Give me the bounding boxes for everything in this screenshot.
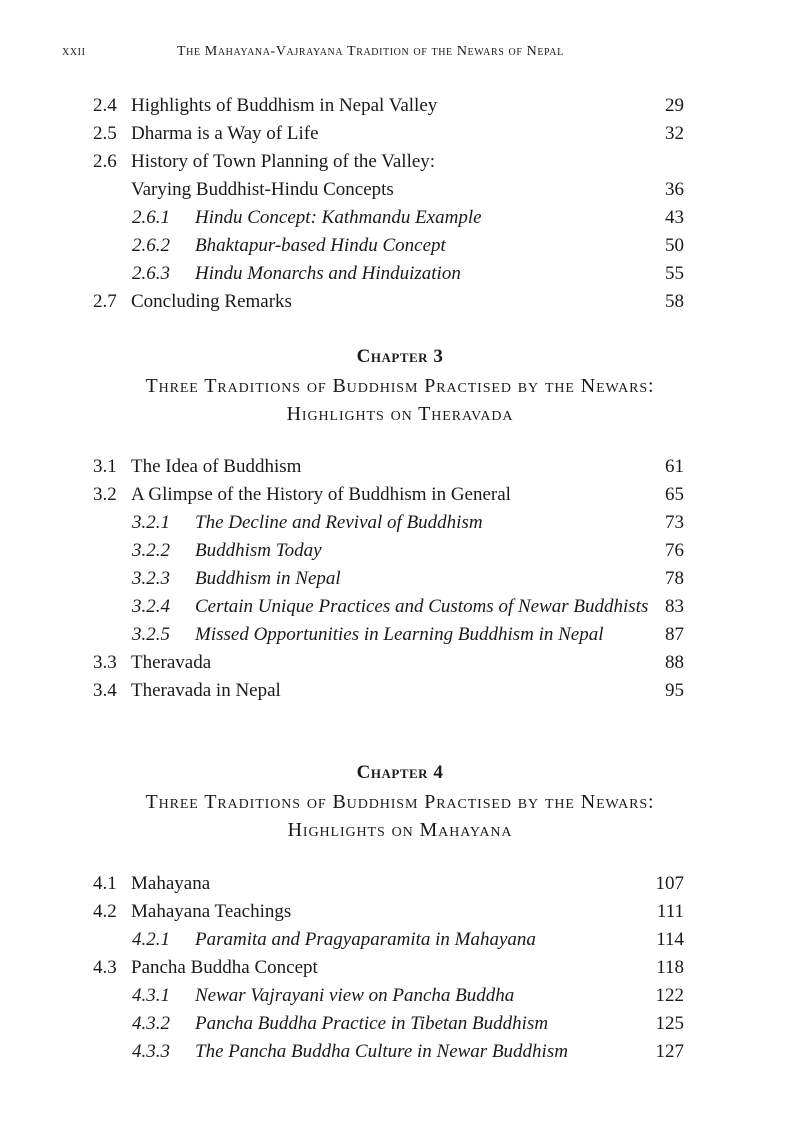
entry-page: 32 xyxy=(665,123,684,144)
entry-number: 3.2.5 xyxy=(132,624,170,645)
toc-entry xyxy=(93,649,684,677)
entry-number: 3.2.3 xyxy=(132,568,170,589)
chapter-label: Chapter 3 xyxy=(356,346,444,367)
entry-title: A Glimpse of the History of Buddhism in General xyxy=(131,484,511,505)
entry-number: 4.3.1 xyxy=(132,985,170,1006)
entry-number: 2.5 xyxy=(93,123,117,144)
entry-title: Buddhism Today xyxy=(195,540,322,561)
toc-entry xyxy=(93,898,684,926)
toc-subentry xyxy=(93,537,684,565)
chapter-title-line: Highlights on Mahayana xyxy=(287,819,513,841)
toc-subentry xyxy=(93,982,684,1010)
entry-title: Hindu Monarchs and Hinduization xyxy=(195,263,461,284)
entry-page: 122 xyxy=(655,985,684,1006)
running-head xyxy=(62,44,742,66)
entry-page: 95 xyxy=(665,680,684,701)
entry-title: Certain Unique Practices and Customs of Newar Buddhists xyxy=(195,596,649,617)
toc-entry xyxy=(93,481,684,509)
entry-number: 3.1 xyxy=(93,456,117,477)
entry-page: 76 xyxy=(665,540,684,561)
toc-entry xyxy=(93,120,684,148)
entry-page: 61 xyxy=(665,456,684,477)
entry-title: Highlights of Buddhism in Nepal Valley xyxy=(131,95,438,116)
entry-page: 50 xyxy=(665,235,684,256)
chapter-label: Chapter 4 xyxy=(356,762,444,783)
toc-subentry xyxy=(93,232,684,260)
entry-number: 3.2 xyxy=(93,484,117,505)
entry-number: 4.2.1 xyxy=(132,929,170,950)
entry-title: Concluding Remarks xyxy=(131,291,292,312)
book-title: The Mahayana-Vajrayana Tradition of the Newars of Nepal xyxy=(177,44,564,59)
entry-title: Pancha Buddha Practice in Tibetan Buddhism xyxy=(195,1013,549,1034)
entry-title: Varying Buddhist-Hindu Concepts xyxy=(131,179,394,200)
entry-page: 118 xyxy=(656,957,684,978)
toc-subentry xyxy=(93,509,684,537)
toc-entry xyxy=(93,870,684,898)
toc-subentry xyxy=(93,621,684,649)
toc-subentry xyxy=(93,926,684,954)
entry-number: 3.4 xyxy=(93,680,117,701)
entry-page: 107 xyxy=(655,873,684,894)
entry-page: 43 xyxy=(665,207,684,228)
entry-page: 88 xyxy=(665,652,684,673)
toc-entry xyxy=(93,677,684,705)
entry-number: 4.3.2 xyxy=(132,1013,170,1034)
toc-entry xyxy=(93,176,684,204)
entry-title: Bhaktapur-based Hindu Concept xyxy=(195,235,446,256)
entry-page: 111 xyxy=(656,901,684,922)
entry-title: Newar Vajrayani view on Pancha Buddha xyxy=(195,985,515,1006)
entry-number: 2.6.2 xyxy=(132,235,170,256)
entry-title: Missed Opportunities in Learning Buddhism in Nepal xyxy=(195,624,604,645)
toc-subentry xyxy=(93,565,684,593)
entry-title: Hindu Concept: Kathmandu Example xyxy=(195,207,482,228)
entry-page: 65 xyxy=(665,484,684,505)
entry-page: 83 xyxy=(665,596,684,617)
entry-page: 29 xyxy=(665,95,684,116)
entry-title: Paramita and Pragyaparamita in Mahayana xyxy=(195,929,536,950)
entry-number: 3.2.2 xyxy=(132,540,170,561)
toc-entry xyxy=(93,288,684,316)
chapter-title-line: Three Traditions of Buddhism Practised by the Newars: xyxy=(145,791,655,813)
entry-number: 4.3 xyxy=(93,957,117,978)
entry-number: 4.2 xyxy=(93,901,117,922)
entry-number: 4.3.3 xyxy=(132,1041,170,1062)
page-number: xxii xyxy=(62,44,86,59)
entry-page: 125 xyxy=(655,1013,684,1034)
entry-number: 4.1 xyxy=(93,873,117,894)
entry-title: The Decline and Revival of Buddhism xyxy=(195,512,483,533)
entry-number: 2.6.1 xyxy=(132,207,170,228)
toc-subentry xyxy=(93,260,684,288)
entry-number: 2.7 xyxy=(93,291,117,312)
entry-title: Theravada in Nepal xyxy=(131,680,281,701)
toc-subentry xyxy=(93,204,684,232)
entry-page: 78 xyxy=(665,568,684,589)
toc-entry xyxy=(93,92,684,120)
entry-title: Theravada xyxy=(131,652,212,673)
entry-title: Dharma is a Way of Life xyxy=(131,123,319,144)
chapter-title-line: Three Traditions of Buddhism Practised by the Newars: xyxy=(145,375,655,397)
entry-title: Pancha Buddha Concept xyxy=(131,957,318,978)
entry-number: 3.2.1 xyxy=(132,512,170,533)
entry-number: 3.3 xyxy=(93,652,117,673)
entry-title: The Pancha Buddha Culture in Newar Buddhism xyxy=(195,1041,568,1062)
entry-page: 36 xyxy=(665,179,684,200)
entry-page: 58 xyxy=(665,291,684,312)
toc-entry xyxy=(93,954,684,982)
entry-title: Buddhism in Nepal xyxy=(195,568,341,589)
entry-number: 2.4 xyxy=(93,95,117,116)
entry-title: The Idea of Buddhism xyxy=(131,456,302,477)
toc-subentry xyxy=(93,1010,684,1038)
entry-number: 3.2.4 xyxy=(132,596,170,617)
chapter-title-line: Highlights on Theravada xyxy=(286,403,514,425)
entry-number: 2.6 xyxy=(93,151,117,172)
toc-entry xyxy=(93,453,684,481)
entry-title: Mahayana Teachings xyxy=(131,901,292,922)
entry-page: 127 xyxy=(655,1041,684,1062)
entry-page: 87 xyxy=(665,624,684,645)
toc-subentry xyxy=(93,593,684,621)
entry-number: 2.6.3 xyxy=(132,263,170,284)
entry-title: History of Town Planning of the Valley: xyxy=(131,151,436,172)
entry-title: Mahayana xyxy=(131,873,211,894)
toc-entry xyxy=(93,148,684,176)
entry-page: 73 xyxy=(665,512,684,533)
entry-page: 114 xyxy=(656,929,684,950)
toc-subentry xyxy=(93,1038,684,1066)
entry-page: 55 xyxy=(665,263,684,284)
